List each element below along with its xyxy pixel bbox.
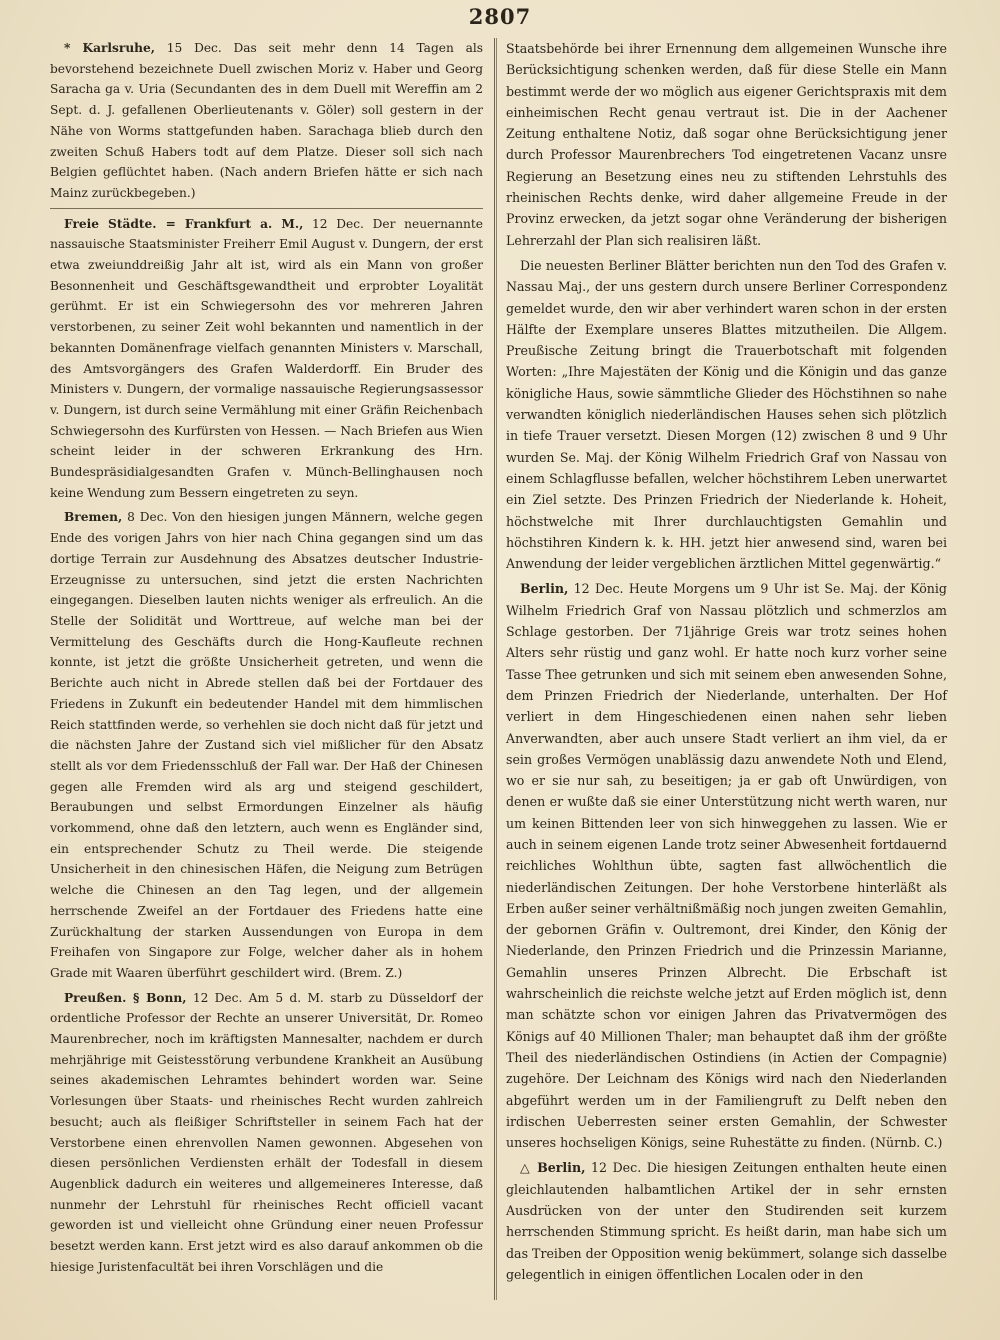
article-body: Staatsbehörde bei ihrer Ernennung dem allgemeinen Wunsche ihre Berücksichtigung schenken werden, daß für diese Stelle ein Mann bestimmt werde der wo möglich aus eigener Gerichtspraxis mit dem einheimischen Recht genau vertraut ist. Die in der Aachener Zeitung enthaltene Notiz, daß sogar ohne Berücksichtigung jener durch Professor Maurenbrechers Tod eingetretenen Vacanz unsre Regierung an Besetzung eines neu zu stiftenden Lehrstuhls des rheinischen Rechts denke, wird daher allgemeine Freude in der Provinz erwecken, da jetzt sogar ohne Veränderung der bisherigen Lehrerzahl der Plan sich realisiren läßt.: [506, 41, 947, 248]
article-heading: Freie Städte. = Frankfurt a. M.,: [64, 216, 304, 231]
article-body: 15 Dec. Das seit mehr denn 14 Tagen als bevorstehend bezeichnete Duell zwischen Moriz v. Haber und Georg Saracha ga v. Uria (Secundanten des in dem Duell mit Wereffin am 2 Sept. d. J. gefallenen Oberlieutenants v. Göler) soll gestern in der Nähe von Worms stattgefunden haben. Sarachaga blieb durch den zweiten Schuß Habers todt auf dem Platze. Dieser soll sich nach Belgien geflüchtet haben. (Nach andern Briefen hätte er sich nach Mainz zurückbegeben.): [50, 41, 483, 200]
article-heading: Berlin,: [520, 581, 569, 597]
article-karlsruhe: [50, 38, 483, 204]
right-column: [506, 38, 947, 1289]
left-column: [50, 38, 483, 1281]
article-body: 8 Dec. Von den hiesigen jungen Männern, welche gegen Ende des vorigen Jahrs von hier nach China gegangen sind um das dortige Terrain zur Ausdehnung des Absatzes deutscher Industrie-Erzeugnisse zu untersuchen, sind jetzt die ersten Nachrichten eingegangen. Dieselben lauten nichts weniger als erfreulich. An die Stelle der Solidität und Worttreue, auf welche man bei der Vermittelung des Geschäfts durch die Hong-Kaufleute rechnen konnte, ist jetzt die größte Unsicherheit getreten, und wenn die Berichte auch nicht in Abrede stellen daß bei der Fortdauer des Friedens in Zukunft ein bedeutender Handel mit dem himmlischen Reich stattfinden werde, so verhehlen sie doch nicht daß für jetzt und die nächsten Jahre der Zustand sich viel mißlicher für den Absatz stellt als vor dem Friedensschluß der Fall war. Der Haß der Chinesen gegen alle Fremden wird als arg und steigend geschildert, Beraubungen und selbst Ermordungen Einzelner als häufig vorkommend, ohne daß den letztern, auch wenn es Engländer sind, ein entsprechender Schutz zu Theil werde. Die steigende Unsicherheit in den chinesischen Häfen, die Neigung zum Betrügen welche die Chinesen an den Tag legen, und der allgemein herrschende Zweifel an der Fortdauer des Friedens hatte eine Zurückhaltung der starken Aussendungen von Europa in dem Freihafen von Singapore zur Folge, welcher daher als in hohem Grade mit Waaren überführt geschildert wird. (Brem. Z.): [50, 510, 483, 980]
article-bonn-continued: [506, 38, 947, 251]
article-heading: △ Berlin,: [520, 1160, 586, 1176]
article-body: 12 Dec. Heute Morgens um 9 Uhr ist Se. Maj. der König Wilhelm Friedrich Graf von Nassau plötzlich und schmerzlos am Schlage gestorben. Der 71jährige Greis war trotz seines hohen Alters sehr rüstig und ganz wohl. Er hatte noch kurz vorher seine Tasse Thee getrunken und sich mit seinem eben anwesenden Sohne, dem Prinzen Friedrich der Niederlande, unterhalten. Der Hof verliert in dem Hingeschiedenen einen nahen sehr lieben Anverwandten, aber auch unsere Stadt verliert an ihm viel, da er sein großes Vermögen unablässig dazu anwendete Noth und Elend, wo er sie nur sah, zu beseitigen; ja er gab oft Unwürdigen, von denen er wußte daß sie einer Unterstützung nicht werth waren, nur um keinen Bittenden leer von sich hinweggehen zu lassen. Wie er auch in seinem eigenen Lande trotz seiner Abwesenheit fortdauernd reichliches Wohlthun übte, sagten fast allwöchentlich die niederländischen Zeitungen. Der hohe Verstorbene hinterläßt als Erben außer seiner verhältnißmäßig noch jungen zweiten Gemahlin, der gebornen Gräfin v. Oultremont, drei Kinder, den König der Niederlande, den Prinzen Friedrich und die Prinzessin Marianne, Gemahlin unseres Prinzen Albrecht. Die Erbschaft ist wahrscheinlich die reichste welche jetzt auf Erden möglich ist, denn man schätzte schon vor einigen Jahren das Privatvermögen des Königs auf 40 Millionen Thaler; man behauptet daß ihm der größte Theil des niederländischen Ostindiens (in Actien der Compagnie) zugehöre. Der Leichnam des Königs wird nach den Niederlanden abgeführt werden um in der Familiengruft zu Delft neben den irdischen Ueberresten seiner ersten Gemahlin, der Schwester unseres hochseligen Königs, seine Ruhestätte zu finden. (Nürnb. C.): [506, 581, 947, 1151]
article-bremen: [50, 507, 483, 983]
article-heading: Preußen. § Bonn,: [64, 990, 187, 1005]
column-divider-secondary: [496, 38, 497, 1300]
article-body: 12 Dec. Der neuernannte nassauische Staatsminister Freiherr Emil August v. Dungern, der erst etwa zweiunddreißig Jahr alt ist, wird als ein Mann von großer Besonnenheit und Geschäftsgewandtheit und erprobter Loyalität gerühmt. Er ist ein Schwiegersohn des vor mehreren Jahren verstorbenen, zu seiner Zeit wohl bekannten und namentlich in der bekannten Domänenfrage vielfach genannten Ministers v. Marschall, des Amtsvorgängers des Grafen Walderdorff. Ein Bruder des Ministers v. Dungern, der vormalige nassauische Regierungsassessor v. Dungern, ist durch seine Vermählung mit einer Gräfin Reichenbach Schwiegersohn des Kurfürsten von Hessen. — Nach Briefen aus Wien scheint leider in der schweren Erkrankung des Hrn. Bundespräsidialgesandten Grafen v. Münch-Bellinghausen noch keine Wendung zum Bessern eingetreten zu seyn.: [50, 216, 484, 500]
article-body: 12 Dec. Am 5 d. M. starb zu Düsseldorf der ordentliche Professor der Rechte an unserer Universität, Dr. Romeo Maurenbrecher, noch im kräftigsten Mannesalter, nachdem er durch mehrjährige mit Geistesstörung verbundene Krankheit an Ausübung seines akademischen Lehramtes behindert worden war. Seine Vorlesungen über Staats- und rheinisches Recht wurden zahlreich besucht; auch als fleißiger Schriftsteller in seinem Fach hat der Verstorbene einen ehrenvollen Namen gewonnen. Abgesehen von diesen persönlichen Verdiensten erhält der Todesfall in diesem Augenblick dadurch ein weiteres und allgemeineres Interesse, daß nunmehr der Lehrstuhl für rheinisches Recht officiell vacant geworden ist und vielleicht ohne Gründung einer neuen Professur besetzt werden kann. Erst jetzt wird es also darauf ankommen ob die hiesige Juristenfacultät bei ihren Vorschlägen und die: [50, 990, 483, 1274]
article-frankfurt: [50, 214, 483, 504]
article-heading: * Karlsruhe,: [64, 41, 156, 55]
article-heading: Bremen,: [64, 510, 123, 525]
page-number: 2807: [468, 4, 532, 29]
article-berlin-papers: [506, 255, 947, 574]
article-berlin-king: [506, 578, 947, 1153]
article-berlin-students: [506, 1157, 947, 1285]
article-body: Die neuesten Berliner Blätter berichten nun den Tod des Grafen v. Nassau Maj., der uns gestern durch unsere Berliner Correspondenz gemeldet wurde, den wir aber verhindert waren schon in der ersten Hälfte der Exemplare unseres Blattes mitzutheilen. Die Allgem. Preußische Zeitung bringt die Trauerbotschaft mit folgenden Worten: „Ihre Majestäten der König und die Königin und das ganze königliche Haus, sowie sämmtliche Glieder des Höchstihnen so nahe verwandten königlich niederländischen Hauses sehen sich plötzlich in tiefe Trauer versetzt. Diesen Morgen (12) zwischen 8 und 9 Uhr wurden Se. Maj. der König Wilhelm Friedrich Graf von Nassau von einem Schlagflusse befallen, welcher höchstihrem Leben unerwartet ein Ziel setzte. Des Prinzen Friedrich der Niederlande k. Hoheit, höchstwelche mit Ihrer durchlauchtigsten Gemahlin und höchstihren Kindern k. k. HH. jetzt hier anwesend sind, waren bei Anwendung der leider vergeblichen ärztlichen Mittel gegenwärtig.“: [506, 257, 947, 572]
article-body: 12 Dec. Die hiesigen Zeitungen enthalten heute einen gleichlautenden halbamtlichen Artikel der in sehr ernsten Ausdrücken von der unter den Studirenden seit kurzem herrschenden Stimmung spricht. Es heißt darin, man habe sich um das Treiben der Opposition wenig bekümmert, solange sich dasselbe gelegentlich in einigen öffentlichen Localen oder in den: [506, 1160, 947, 1282]
section-rule: [50, 208, 483, 209]
column-divider: [494, 38, 495, 1300]
article-bonn: [50, 988, 483, 1278]
